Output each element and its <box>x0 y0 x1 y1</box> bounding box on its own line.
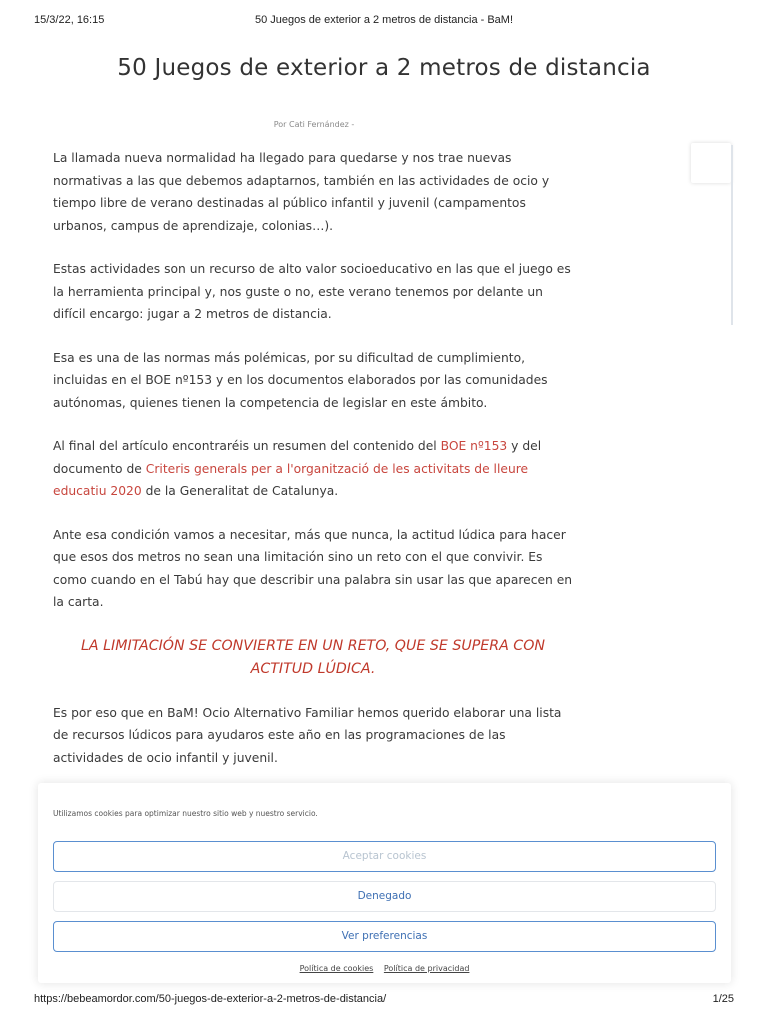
article-body <box>53 147 573 790</box>
article-title: 50 Juegos de exterior a 2 metros de distancia <box>117 55 651 81</box>
privacy-policy-link[interactable]: Política de privacidad <box>383 964 470 973</box>
print-date: 15/3/22, 16:15 <box>34 14 105 26</box>
accept-cookies-button[interactable]: Aceptar cookies <box>53 841 716 872</box>
cookie-consent-banner <box>38 783 731 983</box>
paragraph: Estas actividades son un recurso de alto valor socioeducativo en las que el juego es la herramienta principal y, nos guste o no, este verano tenemos por delante un difícil encargo: jugar a 2 metros de distancia. <box>53 262 571 321</box>
print-footer <box>0 993 768 1009</box>
criteris-generals-link[interactable]: Criteris generals per a l'organització de les activitats de lleure educatiu 2020 <box>53 461 529 498</box>
byline: Por Cati Fernández - <box>273 120 355 129</box>
view-preferences-button[interactable]: Ver preferencias <box>53 921 716 952</box>
pull-quote: LA LIMITACIÓN SE CONVIERTE EN UN RETO, QUE SE SUPERA CON ACTITUD LÚDICA. <box>81 637 545 677</box>
side-widget[interactable] <box>691 143 731 183</box>
paragraph <box>53 435 573 503</box>
paragraph: Esa es una de las normas más polémicas, por su dificultad de cumplimiento, incluidas en el BOE nº153 y en los documentos elaborados por las comunidades autónomas, quienes tienen la competencia de legislar en este ámbito. <box>53 350 548 410</box>
paragraph: Ante esa condición vamos a necesitar, más que nunca, la actitud lúdica para hacer que esos dos metros no sean una limitación sino un reto con el que convivir. Es como cuando en el Tabú hay que describir una palabra sin usar las que aparecen en la carta. <box>53 527 573 609</box>
paragraph: La llamada nueva normalidad ha llegado para quedarse y nos trae nuevas normativas a las que debemos adaptarnos, también en las actividades de ocio y tiempo libre de verano destinadas al público infantil y juvenil (campamentos urbanos, campus de aprendizaje, colonias…). <box>53 151 550 233</box>
page-url: https://bebeamordor.com/50-juegos-de-exterior-a-2-metros-de-distancia/ <box>34 993 387 1005</box>
print-page-title: 50 Juegos de exterior a 2 metros de distancia - BaM! <box>254 14 514 26</box>
deny-cookies-button[interactable]: Denegado <box>53 881 716 912</box>
paragraph-text: de la Generalitat de Catalunya. <box>141 484 339 498</box>
cookie-message: Utilizamos cookies para optimizar nuestro sitio web y nuestro servicio. <box>53 809 318 818</box>
print-header <box>0 14 768 30</box>
cookie-links <box>38 964 731 973</box>
boe-link[interactable]: BOE nº153 <box>440 439 508 453</box>
cookie-policy-link[interactable]: Política de cookies <box>299 964 374 973</box>
scrollbar[interactable] <box>731 145 733 325</box>
page-number: 1/25 <box>712 993 734 1005</box>
paragraph-text: y del documento de <box>53 439 542 476</box>
paragraph: Es por eso que en BaM! Ocio Alternativo Familiar hemos querido elaborar una lista de recursos lúdicos para ayudaros este año en las programaciones de las actividades de ocio infantil y juvenil. <box>53 705 562 765</box>
paragraph-text: Al final del artículo encontraréis un resumen del contenido del <box>53 439 441 453</box>
